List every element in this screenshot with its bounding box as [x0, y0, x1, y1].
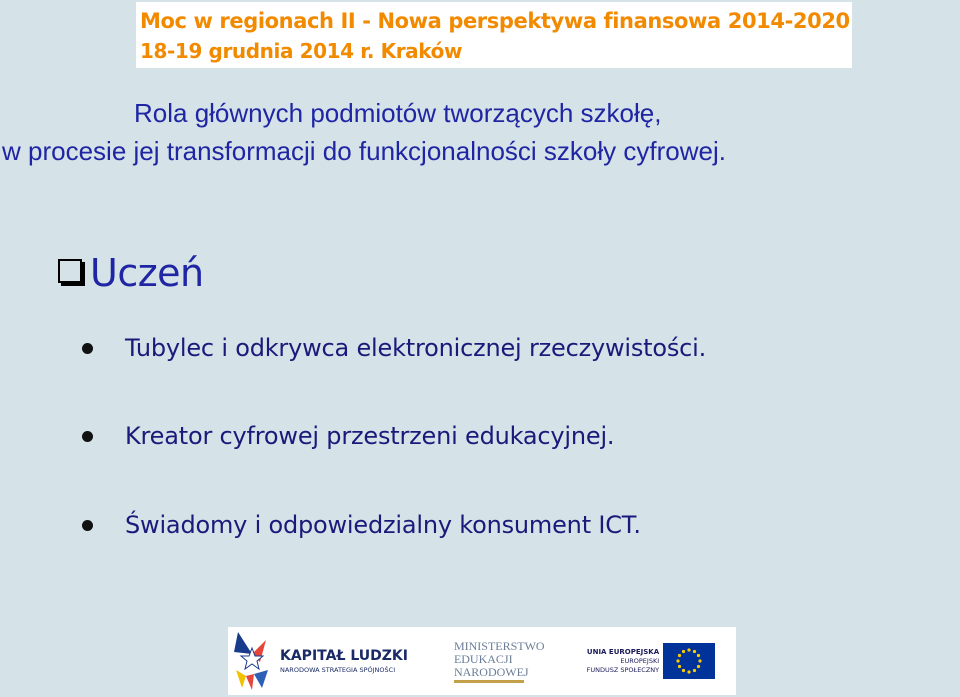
eu-flag-icon [663, 643, 715, 679]
bullet-item-3 [82, 511, 641, 539]
funding-logos-bar [228, 627, 736, 695]
bullet-dot-icon [82, 520, 93, 531]
banner-title: Moc w regionach II - Nowa perspektywa finansowa 2014-2020 [140, 9, 850, 33]
slide-title [0, 94, 960, 170]
ministerstwo-line-1: MINISTERSTWO [453, 638, 545, 653]
bullet-dot-icon [82, 431, 93, 442]
conference-banner [136, 2, 852, 68]
eu-line-2: EUROPEJSKI [620, 656, 660, 665]
kapital-ludzki-logo [232, 630, 408, 692]
bullet-item-2 [82, 422, 614, 450]
eu-logo [587, 643, 716, 679]
bullet-text: Kreator cyfrowej przestrzeni edukacyjnej. [125, 422, 615, 450]
section-heading [58, 250, 204, 296]
kapital-ludzki-title: KAPITAŁ LUDZKI [280, 647, 408, 664]
eu-line-1: UNIA EUROPEJSKA [586, 647, 660, 656]
bullet-item-1 [82, 334, 706, 362]
ministerstwo-line-3: NARODOWEJ [453, 664, 529, 679]
ministerstwo-logo [454, 640, 545, 683]
banner-date-location: 18-19 grudnia 2014 r. Kraków [140, 39, 463, 63]
bullet-text: Świadomy i odpowiedzialny konsument ICT. [125, 511, 641, 539]
kapital-ludzki-subtitle: NARODOWA STRATEGIA SPÓJNOŚCI [280, 665, 396, 674]
checkbox-icon [58, 259, 82, 283]
section-title: Uczeń [90, 251, 204, 295]
slide-title-line-2: w procesie jej transformacji do funkcjonalności szkoły cyfrowej. [2, 136, 726, 166]
ministerstwo-line-2: EDUKACJI [453, 651, 513, 666]
bullet-dot-icon [82, 343, 93, 354]
eu-line-3: FUNDUSZ SPOŁECZNY [586, 665, 660, 674]
kapital-ludzki-star-icon [232, 630, 272, 692]
ministerstwo-underline [454, 680, 524, 683]
slide-title-line-1: Rola głównych podmiotów tworzących szkołę, [134, 98, 662, 128]
bullet-text: Tubylec i odkrywca elektronicznej rzeczywistości. [125, 334, 707, 362]
